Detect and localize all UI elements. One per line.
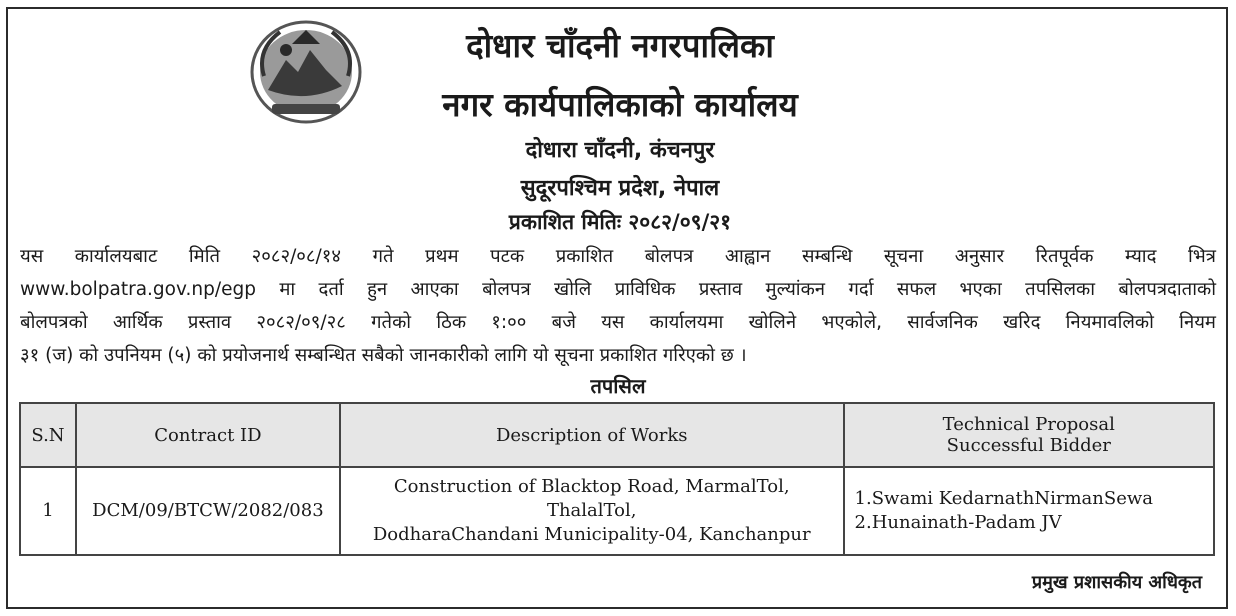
signature: प्रमुख प्रशासकीय अधिकृत (1031, 572, 1202, 593)
municipality-title: दोधार चाँदनी नगरपालिका (466, 26, 774, 65)
header-bidder-line-2: Successful Bidder (946, 435, 1111, 456)
bidder-table (19, 402, 1215, 556)
header-sn: S.N (20, 403, 76, 467)
notice-line-1: यस कार्यालयबाट मिति २०८२/०८/१४ गते प्रथम पटक प्रकाशित बोलपत्र आह्वान सम्बन्धि सूचना अनुसार रितपूर्वक म्याद भित्र (20, 246, 1216, 267)
table-row (20, 467, 1214, 555)
description-line-2: DodharaChandani Municipality-04, Kanchanpur (372, 524, 811, 545)
header-description: Description of Works (340, 403, 844, 467)
notice-line-3: बोलपत्रको आर्थिक प्रस्ताव २०८२/०९/२८ गतेको ठिक १:०० बजे यस कार्यालयमा खोलिने भएकोले, सार्वजनिक खरिद नियमावलिको नियम (20, 312, 1216, 333)
province: सुदूरपश्चिम प्रदेश, नेपाल (520, 176, 720, 201)
cell-bidders (844, 467, 1214, 555)
notice-line-4: ३१ (ज) को उपनियम (५) को प्रयोजनार्थ सम्बन्धित सबैको जानकारीको लागि यो सूचना प्रकाशित गरिएको छ । (20, 345, 747, 366)
cell-contract-id: DCM/09/BTCW/2082/083 (76, 467, 340, 555)
published-date: प्रकाशित मितिः २०८२/०९/२१ (508, 210, 732, 234)
section-title: तपसिल (590, 374, 646, 398)
description-line-1: Construction of Blacktop Road, MarmalTol, ThalalTol, (393, 476, 790, 521)
table-header-row (20, 403, 1214, 467)
header-contract-id: Contract ID (76, 403, 340, 467)
notice-line-2: www.bolpatra.gov.np/egp मा दर्ता हुन आएका बोलपत्र खोलि प्राविधिक प्रस्ताव मुल्यांकन गर्दा सफल भएका तपसिलका बोलपत्रदाताको (20, 279, 1216, 300)
bidder-1: 1.Swami KedarnathNirmanSewa (854, 488, 1153, 509)
address: दोधारा चाँदनी, कंचनपुर (525, 138, 715, 163)
bidder-2: 2.Hunainath-Padam JV (854, 512, 1062, 533)
office-title: नगर कार्यपालिकाको कार्यालय (442, 85, 798, 124)
cell-description (340, 467, 844, 555)
header-successful-bidder (844, 403, 1214, 467)
header-bidder-line-1: Technical Proposal (942, 414, 1115, 435)
cell-sn: 1 (20, 467, 76, 555)
